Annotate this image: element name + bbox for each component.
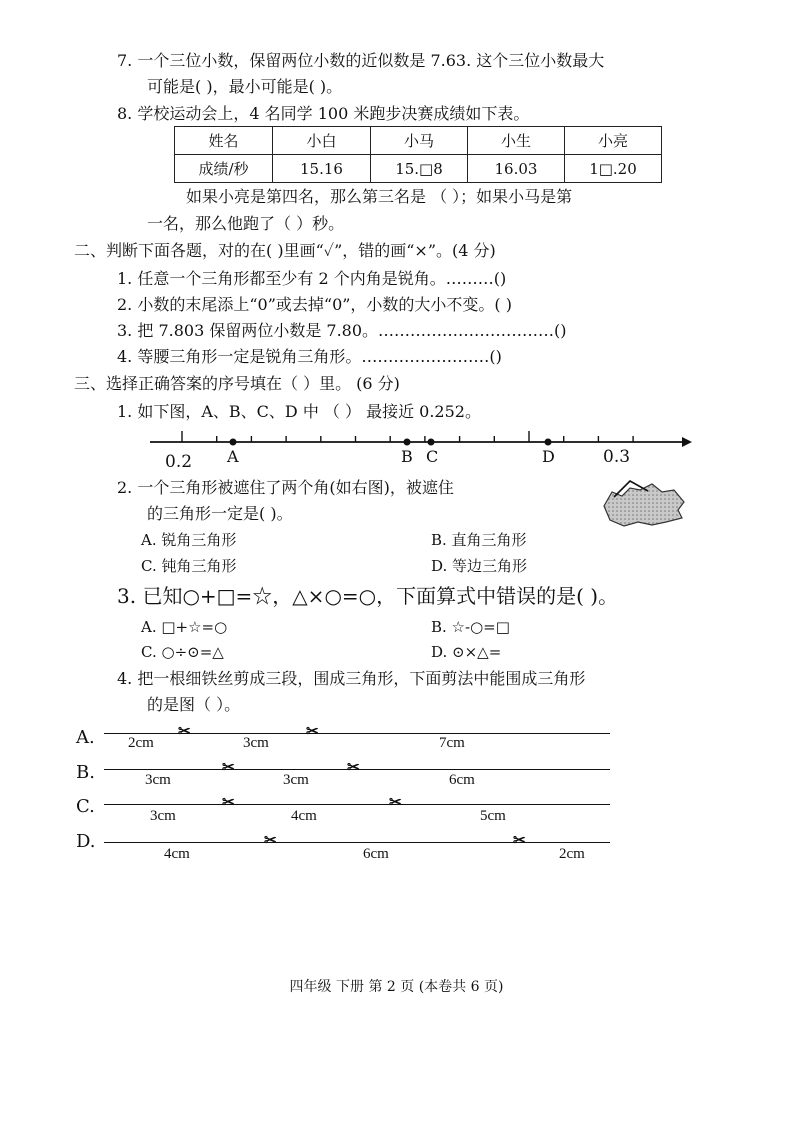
scissors-icon: ✂: [178, 722, 191, 740]
wire-segment-label: 5cm: [480, 808, 506, 824]
wire-segment-label: 6cm: [449, 772, 475, 788]
table-cell: 成绩/秒: [175, 155, 273, 183]
wire-segment-label: 3cm: [150, 808, 176, 824]
scissors-icon: ✂: [389, 793, 402, 811]
q3-3-option-b: B. ☆-○=□: [431, 618, 510, 636]
wire-segment-label: 6cm: [363, 846, 389, 862]
scissors-icon: ✂: [347, 758, 360, 776]
point-c-label: C: [426, 447, 439, 466]
covered-triangle-figure: [600, 478, 686, 528]
wire-segment-label: 3cm: [243, 735, 269, 751]
q3-4-line1: 4. 把一根细铁丝剪成三段，围成三角形，下面剪法中能围成三角形: [117, 669, 586, 688]
table-cell: 小亮: [565, 127, 662, 155]
point-b-dot: [404, 439, 411, 446]
number-line-arrow: [682, 437, 692, 447]
table-cell: 16.03: [468, 155, 565, 183]
q3-3-option-a: A. □+☆=○: [141, 618, 228, 636]
q3-2-line2: 的三角形一定是( )。: [147, 504, 293, 523]
cover-blob: [604, 484, 684, 526]
scissors-icon: ✂: [222, 758, 235, 776]
table-cell: 小生: [468, 127, 565, 155]
point-c-dot: [428, 439, 435, 446]
wire-row-a-letter: A.: [76, 727, 95, 748]
section2-item: 1. 任意一个三角形都至少有 2 个内角是锐角。………(): [117, 269, 507, 288]
q8-line2: 一名，那么他跑了（ ）秒。: [147, 214, 345, 233]
page-footer: 四年级 下册 第 2 页 (本卷共 6 页): [289, 979, 504, 995]
point-a-label: A: [227, 447, 239, 466]
wire-row-c-line: [104, 804, 610, 805]
q3-3-text: 3. 已知○+□=☆，△×○=○，下面算式中错误的是( )。: [117, 584, 619, 608]
table-cell: 小白: [273, 127, 371, 155]
score-table: [174, 126, 662, 183]
table-row: [175, 155, 662, 183]
scissors-icon: ✂: [264, 831, 277, 849]
wire-segment-label: 4cm: [291, 808, 317, 824]
section2-item: 2. 小数的末尾添上“0”或去掉“0”，小数的大小不变。( ): [117, 295, 513, 314]
wire-segment-label: 7cm: [439, 735, 465, 751]
q8-intro: 8. 学校运动会上，4 名同学 100 米跑步决赛成绩如下表。: [117, 104, 530, 123]
wire-row-c-letter: C.: [76, 796, 95, 817]
scissors-icon: ✂: [306, 722, 319, 740]
wire-row-d-line: [104, 842, 610, 843]
scissors-icon: ✂: [513, 831, 526, 849]
section2-item: 3. 把 7.803 保留两位小数是 7.80。……………………………(): [117, 321, 567, 340]
point-d-dot: [545, 439, 552, 446]
wire-segment-label: 2cm: [559, 846, 585, 862]
q3-3-option-d: D. ⊙×△=: [431, 643, 502, 661]
q3-1-text: 1. 如下图，A、B、C、D 中 （ ） 最接近 0.252。: [117, 402, 481, 421]
q3-4-line2: 的是图（ ）。: [147, 695, 241, 714]
q3-2-option-d: D. 等边三角形: [431, 557, 528, 575]
q3-2-option-b: B. 直角三角形: [431, 531, 527, 549]
q3-2-option-c: C. 钝角三角形: [141, 557, 237, 575]
section3-heading: 三、选择正确答案的序号填在（ ）里。 (6 分): [74, 374, 400, 393]
wire-segment-label: 3cm: [145, 772, 171, 788]
table-cell: 1□.20: [565, 155, 662, 183]
table-cell: 姓名: [175, 127, 273, 155]
q3-2-line1: 2. 一个三角形被遮住了两个角(如右图)，被遮住: [117, 478, 454, 497]
q3-2-option-a: A. 锐角三角形: [141, 531, 237, 549]
scissors-icon: ✂: [222, 793, 235, 811]
wire-row-b-letter: B.: [76, 762, 95, 783]
q7-line2: 可能是( )，最小可能是( )。: [147, 77, 343, 96]
wire-row-d-letter: D.: [76, 831, 96, 852]
table-cell: 15.16: [273, 155, 371, 183]
number-line-start-label: 0.2: [165, 452, 193, 472]
wire-segment-label: 3cm: [283, 772, 309, 788]
section2-item: 4. 等腰三角形一定是锐角三角形。……………………(): [117, 347, 502, 366]
q7-line1: 7. 一个三位小数，保留两位小数的近似数是 7.63. 这个三位小数最大: [117, 51, 605, 70]
q8-line1: 如果小亮是第四名，那么第三名是 （ ）；如果小马是第: [186, 187, 573, 206]
point-d-label: D: [542, 447, 555, 466]
number-line-end-label: 0.3: [603, 447, 631, 467]
point-b-label: B: [401, 447, 413, 466]
section2-heading: 二、判断下面各题，对的在( )里画“✓”，错的画“×”。(4 分): [74, 241, 496, 260]
q3-3-option-c: C. ○÷⊙=△: [141, 643, 224, 661]
table-row: [175, 127, 662, 155]
wire-segment-label: 2cm: [128, 735, 154, 751]
table-cell: 15.□8: [371, 155, 468, 183]
point-a-dot: [230, 439, 237, 446]
table-cell: 小马: [371, 127, 468, 155]
wire-segment-label: 4cm: [164, 846, 190, 862]
